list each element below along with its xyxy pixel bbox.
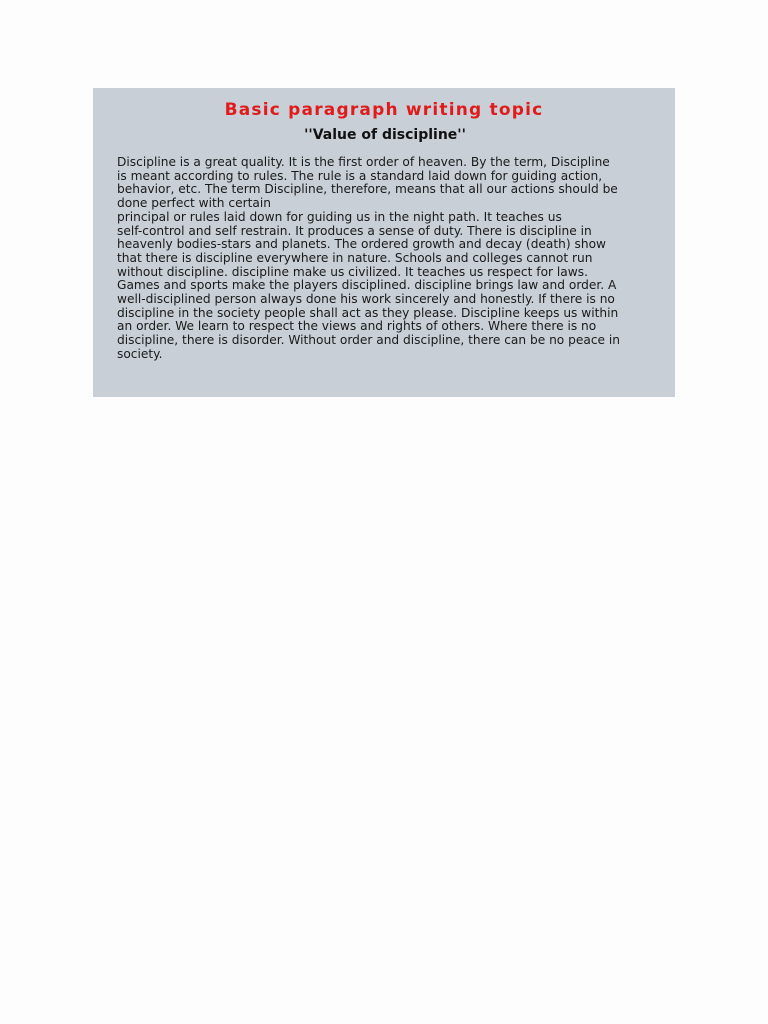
paragraph-line: is meant according to rules. The rule is a standard laid down for guiding action, bbox=[117, 168, 603, 183]
paragraph-line: behavior, etc. The term Discipline, therefore, means that all our actions should be bbox=[117, 182, 618, 197]
paragraph-line: principal or rules laid down for guiding us in the night path. It teaches us bbox=[117, 209, 562, 224]
topic-subtitle: ''Value of discipline'' bbox=[304, 127, 466, 143]
paragraph-line: that there is discipline everywhere in nature. Schools and colleges cannot run bbox=[117, 250, 593, 265]
content-panel bbox=[93, 88, 675, 397]
paragraph-line: without discipline. discipline make us civilized. It teaches us respect for laws. bbox=[117, 264, 588, 279]
paragraph-line: well-disciplined person always done his work sincerely and honestly. If there is no bbox=[117, 292, 615, 307]
paragraph-line: Games and sports make the players disciplined. discipline brings law and order. A bbox=[117, 278, 617, 293]
page-title: Basic paragraph writing topic bbox=[224, 100, 544, 120]
paragraph-line: done perfect with certain bbox=[117, 196, 271, 211]
paragraph-line: discipline, there is disorder. Without order and discipline, there can be no peace in bbox=[117, 333, 621, 348]
paragraph-line: Discipline is a great quality. It is the first order of heaven. By the term, Discipline bbox=[117, 155, 610, 169]
paragraph-line: an order. We learn to respect the views and rights of others. Where there is no bbox=[117, 319, 597, 334]
paragraph-line: self-control and self restrain. It produces a sense of duty. There is discipline in bbox=[117, 223, 592, 238]
paragraph-line: discipline in the society people shall act as they please. Discipline keeps us within bbox=[117, 305, 619, 320]
paragraph-line: heavenly bodies-stars and planets. The ordered growth and decay (death) show bbox=[117, 237, 607, 252]
paragraph-body bbox=[117, 156, 647, 362]
paragraph-line: society. bbox=[117, 346, 163, 361]
